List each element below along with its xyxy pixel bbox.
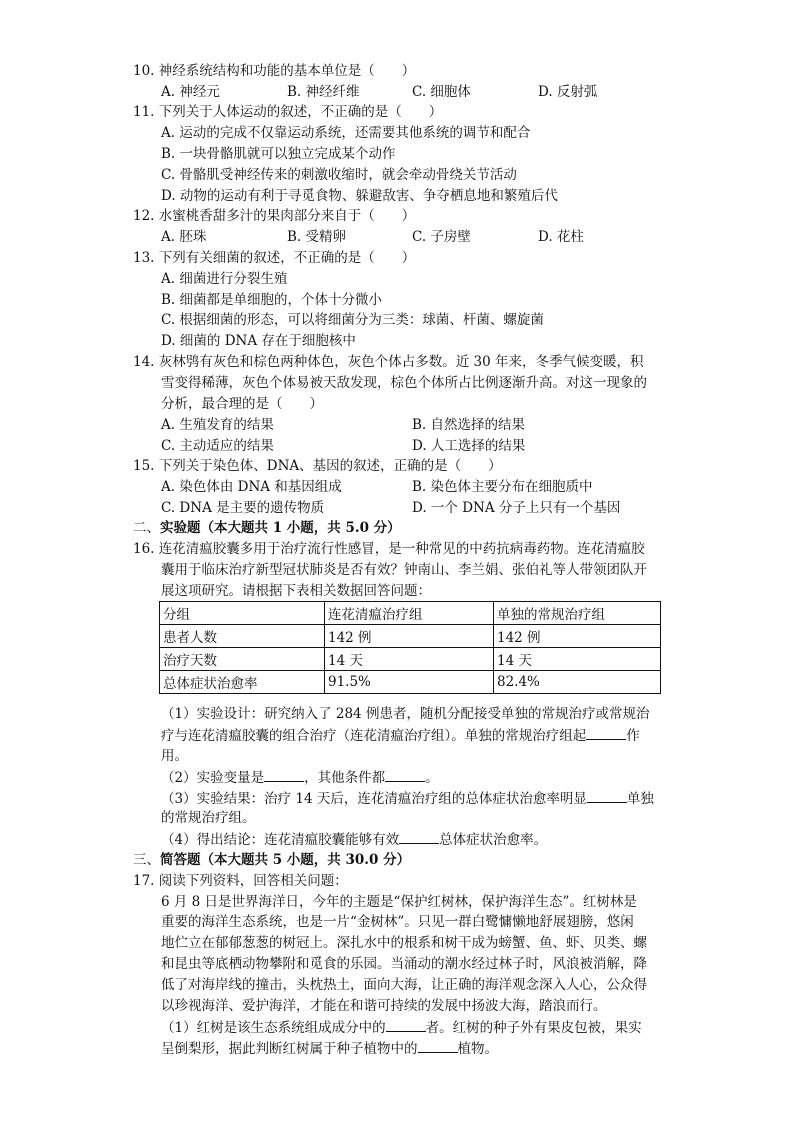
q16-part-2-text: （2）实验变量是 — [161, 770, 265, 786]
section-3-heading — [133, 850, 410, 870]
q11-option-d: D. 动物的运动有利于寻觅食物、躲避敌害、争夺栖息地和繁殖后代 — [161, 188, 558, 204]
q16-part-3-text-end: 单独 — [626, 791, 654, 807]
q16-part-2-text-mid: ，其他条件都 — [304, 770, 386, 786]
q14-option-d: D. 人工选择的结果 — [412, 438, 526, 454]
q16-part-1-line-1: （1）实验设计：研究纳入了 284 例患者，随机分配接受单独的常规治疗或常规治 — [161, 706, 650, 722]
table-header-cell: 连花清瘟治疗组 — [325, 602, 494, 625]
section-2-title: 实验题（本大题共 1 小题，共 5.0 分） — [160, 520, 401, 536]
q15-option-a: A. 染色体由 DNA 和基因组成 — [161, 479, 342, 495]
table-header-row — [160, 602, 661, 625]
section-2-heading — [133, 518, 401, 538]
table-cell: 患者人数 — [160, 625, 325, 648]
table-row — [160, 625, 661, 648]
q14-option-a: A. 生殖发育的结果 — [161, 417, 274, 433]
answer-blank[interactable] — [418, 1038, 458, 1053]
q17-passage-line: 和昆虫等底栖动物攀附和觅食的乐园。当涌动的潮水经过林子时，风浪被消解，降 — [161, 956, 647, 972]
q16-part-3-line-1 — [161, 788, 654, 809]
answer-blank[interactable] — [385, 767, 425, 782]
table-cell: 总体症状治愈率 — [160, 671, 325, 694]
q17-part-1-line-2 — [161, 1038, 498, 1059]
q16-part-1-line-2 — [161, 725, 640, 746]
question-14-stem-line-2: 雪变得稀薄，灰色个体易被天敌发现，棕色个体所占比例逐渐升高。对这一现象的 — [161, 375, 647, 391]
q16-part-1-text: 疗与连花清瘟胶囊的组合治疗（连花清瘟治疗组）。单独的常规治疗组起 — [161, 728, 587, 744]
q13-option-d: D. 细菌的 DNA 存在于细胞核中 — [161, 333, 356, 349]
q17-part-1-text-end: 植物。 — [457, 1041, 498, 1057]
table-cell: 142 例 — [325, 625, 494, 648]
q16-part-4-text: （4）得出结论：连花清瘟胶囊能够有效 — [161, 832, 400, 848]
q12-option-a: A. 胚珠 — [161, 229, 207, 245]
q17-passage-line: 地伫立在郁郁葱葱的树冠上。深扎水中的根系和树干成为螃蟹、鱼、虾、贝类、螺 — [161, 935, 647, 951]
table-cell: 91.5% — [325, 671, 494, 694]
q16-part-1-line-3: 用。 — [161, 748, 188, 764]
q16-part-4 — [161, 829, 547, 850]
question-16-stem-line-3: 展这项研究。请根据下表相关数据回答问题： — [161, 583, 431, 599]
answer-blank[interactable] — [586, 725, 626, 740]
q11-option-a: A. 运动的完成不仅靠运动系统，还需要其他系统的调节和配合 — [161, 125, 531, 141]
q17-passage-line: 6 月 8 日是世界海洋日，今年的主题是“保护红树林，保护海洋生态”。红树林是 — [161, 894, 637, 910]
q11-option-c: C. 骨骼肌受神经传来的刺激收缩时，就会牵动骨绕关节活动 — [161, 167, 517, 183]
question-17-stem: 17. 阅读下列资料，回答相关问题： — [133, 873, 348, 889]
question-11-stem: 11. 下列关于人体运动的叙述，不正确的是（ ） — [133, 104, 443, 120]
question-14-stem-line-1: 14. 灰林鸮有灰色和棕色两种体色，灰色个体占多数。近 30 年来，冬季气候变暖，积 — [133, 354, 644, 370]
q14-option-c: C. 主动适应的结果 — [161, 438, 274, 454]
q13-option-c: C. 根据细菌的形态，可以将细菌分为三类：球菌、杆菌、螺旋菌 — [161, 312, 544, 328]
q16-part-2-text-end: 。 — [425, 770, 439, 786]
q16-part-4-text-end: 总体症状治愈率。 — [439, 832, 548, 848]
q10-option-b: B. 神经纤维 — [287, 84, 360, 100]
table-cell: 142 例 — [494, 625, 661, 648]
question-13-stem: 13. 下列有关细菌的叙述，不正确的是（ ） — [133, 250, 416, 266]
q17-part-1-text-2: 呈倒梨形，据此判断红树属于种子植物中的 — [161, 1041, 418, 1057]
q12-option-b: B. 受精卵 — [287, 229, 347, 245]
table-cell: 82.4% — [494, 671, 661, 694]
question-14-stem-line-3: 分析，最合理的是（ ） — [161, 396, 323, 412]
table-row — [160, 648, 661, 671]
q10-option-d: D. 反射弧 — [538, 84, 598, 100]
section-2-prefix: 二、 — [133, 520, 160, 536]
q16-part-3-line-2: 的常规治疗组。 — [161, 810, 256, 826]
q16-part-2 — [161, 767, 439, 788]
answer-blank[interactable] — [587, 788, 627, 803]
question-16-stem-line-2: 囊用于临床治疗新型冠状肺炎是否有效？钟南山、李兰娟、张伯礼等人带领团队开 — [161, 562, 647, 578]
question-10-stem: 10. 神经系统结构和功能的基本单位是（ ） — [133, 63, 416, 79]
q15-option-d: D. 一个 DNA 分子上只有一个基因 — [412, 500, 621, 516]
answer-blank[interactable] — [386, 1017, 426, 1032]
q17-part-1-text-mid: 者。红树的种子外有果皮包被，果实 — [425, 1020, 642, 1036]
q17-passage-line: 以珍视海洋、爱护海洋，才能在和谐可持续的发展中扬波大海，踏浪而行。 — [161, 998, 607, 1014]
q12-option-c: C. 子房壁 — [412, 229, 471, 245]
q17-passage-line: 重要的海洋生态系统，也是一片“金树林”。只见一群白鹭慵懒地舒展翅膀，悠闲 — [161, 914, 634, 930]
q16-part-1-text-end: 作 — [626, 728, 640, 744]
section-3-title: 简答题（本大题共 5 小题，共 30.0 分） — [160, 852, 411, 868]
table-cell: 14 天 — [494, 648, 661, 671]
q10-option-c: C. 细胞体 — [412, 84, 471, 100]
q10-option-a: A. 神经元 — [161, 84, 220, 100]
answer-blank[interactable] — [399, 829, 439, 844]
q17-part-1-line-1 — [161, 1017, 642, 1038]
table-header-cell: 分组 — [160, 602, 325, 625]
table-row — [160, 671, 661, 694]
q16-part-3-text: （3）实验结果：治疗 14 天后，连花清瘟治疗组的总体症状治愈率明显 — [161, 791, 587, 807]
q12-option-d: D. 花柱 — [538, 229, 584, 245]
q11-option-b: B. 一块骨骼肌就可以独立完成某个动作 — [161, 146, 396, 162]
section-3-prefix: 三、 — [133, 852, 160, 868]
q15-option-b: B. 染色体主要分布在细胞质中 — [412, 479, 593, 495]
q15-option-c: C. DNA 是主要的遗传物质 — [161, 500, 325, 516]
q17-part-1-text: （1）红树是该生态系统组成成分中的 — [161, 1020, 386, 1036]
answer-blank[interactable] — [264, 767, 304, 782]
table-cell: 治疗天数 — [160, 648, 325, 671]
q13-option-b: B. 细菌都是单细胞的，个体十分微小 — [161, 292, 383, 308]
q13-option-a: A. 细菌进行分裂生殖 — [161, 271, 288, 287]
q14-option-b: B. 自然选择的结果 — [412, 417, 526, 433]
table-header-cell: 单独的常规治疗组 — [494, 602, 661, 625]
question-16-stem-line-1: 16. 连花清瘟胶囊多用于治疗流行性感冒，是一种常见的中药抗病毒药物。连花清瘟胶 — [133, 541, 645, 557]
results-table — [159, 601, 661, 694]
table-cell: 14 天 — [325, 648, 494, 671]
q17-passage-line: 低了对海岸线的撞击，头枕热土，面向大海，让正确的海洋观念深入人心，公众得 — [161, 977, 647, 993]
question-15-stem: 15. 下列关于染色体、DNA、基因的叙述，正确的是（ ） — [133, 458, 502, 474]
question-12-stem: 12. 水蜜桃香甜多汁的果肉部分来自于（ ） — [133, 208, 416, 224]
